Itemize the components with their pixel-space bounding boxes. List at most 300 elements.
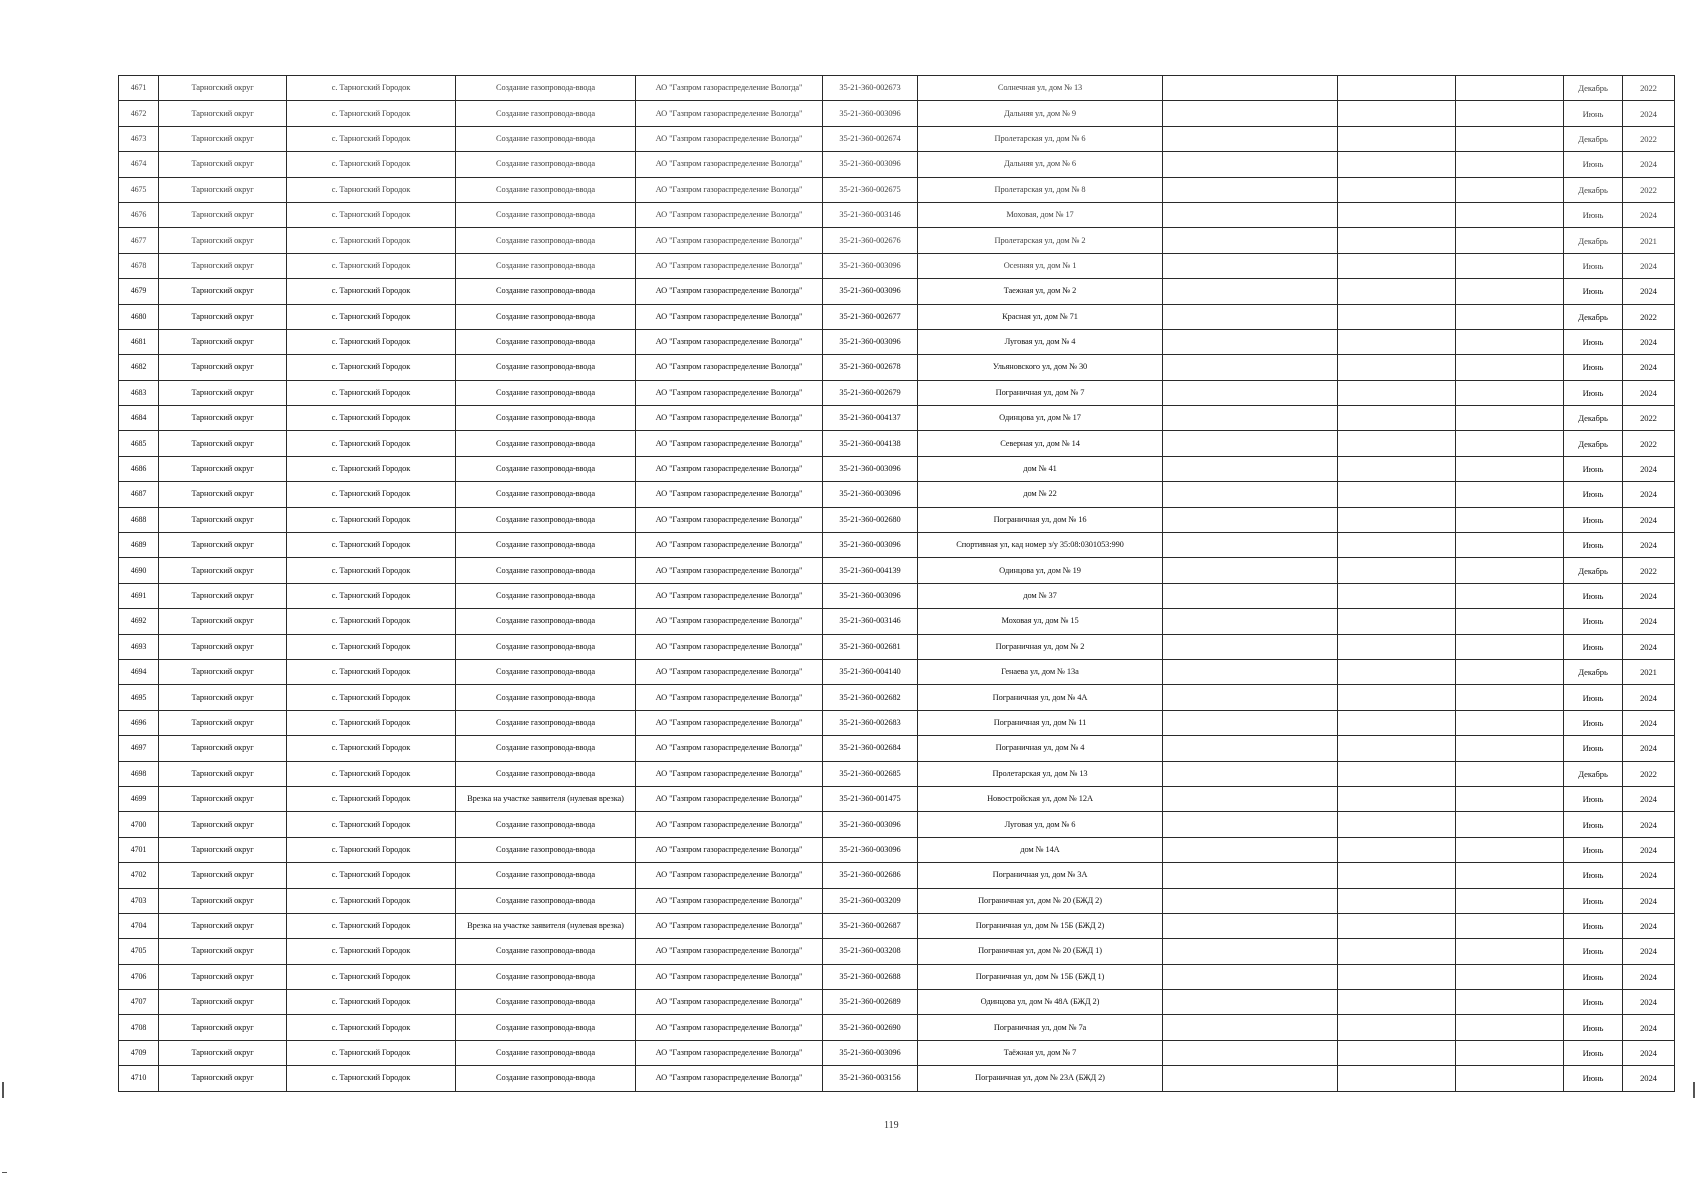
- cell-num: 4707: [119, 990, 159, 1015]
- table-row: [119, 228, 1675, 253]
- cell-empty3: [1456, 863, 1564, 888]
- cell-address: Пограничная ул, дом № 7а: [918, 1015, 1163, 1040]
- cell-empty3: [1456, 710, 1564, 735]
- cell-district: Тарногский округ: [159, 279, 287, 304]
- cell-empty1: [1163, 964, 1338, 989]
- cell-empty2: [1338, 202, 1456, 227]
- table-row: [119, 456, 1675, 481]
- cell-code: 35-21-360-004140: [823, 659, 918, 684]
- cell-num: 4681: [119, 329, 159, 354]
- cell-empty2: [1338, 634, 1456, 659]
- cell-work: Создание газопровода-ввода: [456, 101, 636, 126]
- cell-empty2: [1338, 253, 1456, 278]
- cell-empty2: [1338, 609, 1456, 634]
- cell-address: Пролетарская ул, дом № 6: [918, 126, 1163, 151]
- cell-empty2: [1338, 456, 1456, 481]
- cell-num: 4684: [119, 406, 159, 431]
- cell-month: Июнь: [1564, 1040, 1623, 1065]
- cell-empty3: [1456, 812, 1564, 837]
- cell-address: Пролетарская ул, дом № 13: [918, 761, 1163, 786]
- cell-month: Июнь: [1564, 482, 1623, 507]
- cell-month: Июнь: [1564, 355, 1623, 380]
- cell-year: 2024: [1623, 710, 1675, 735]
- cell-month: Июнь: [1564, 101, 1623, 126]
- cell-settlement: с. Тарногский Городок: [287, 812, 456, 837]
- cell-empty2: [1338, 482, 1456, 507]
- cell-year: 2024: [1623, 507, 1675, 532]
- cell-year: 2024: [1623, 812, 1675, 837]
- cell-work: Создание газопровода-ввода: [456, 177, 636, 202]
- cell-address: Пролетарская ул, дом № 2: [918, 228, 1163, 253]
- cell-settlement: с. Тарногский Городок: [287, 329, 456, 354]
- cell-month: Декабрь: [1564, 558, 1623, 583]
- cell-organization: АО "Газпром газораспределение Вологда": [636, 507, 823, 532]
- cell-settlement: с. Тарногский Городок: [287, 177, 456, 202]
- cell-district: Тарногский округ: [159, 329, 287, 354]
- cell-work: Создание газопровода-ввода: [456, 304, 636, 329]
- cell-num: 4687: [119, 482, 159, 507]
- cell-work: Создание газопровода-ввода: [456, 1015, 636, 1040]
- cell-empty2: [1338, 685, 1456, 710]
- cell-empty1: [1163, 863, 1338, 888]
- cell-work: Создание газопровода-ввода: [456, 710, 636, 735]
- cell-year: 2024: [1623, 634, 1675, 659]
- cell-code: 35-21-360-003156: [823, 1066, 918, 1091]
- cell-district: Тарногский округ: [159, 304, 287, 329]
- cell-organization: АО "Газпром газораспределение Вологда": [636, 964, 823, 989]
- cell-work: Создание газопровода-ввода: [456, 279, 636, 304]
- cell-num: 4694: [119, 659, 159, 684]
- cell-month: Июнь: [1564, 863, 1623, 888]
- cell-num: 4710: [119, 1066, 159, 1091]
- cell-organization: АО "Газпром газораспределение Вологда": [636, 1015, 823, 1040]
- cell-work: Создание газопровода-ввода: [456, 761, 636, 786]
- cell-settlement: с. Тарногский Городок: [287, 863, 456, 888]
- cell-empty1: [1163, 939, 1338, 964]
- cell-organization: АО "Газпром газораспределение Вологда": [636, 659, 823, 684]
- cell-year: 2021: [1623, 228, 1675, 253]
- cell-empty1: [1163, 533, 1338, 558]
- cell-empty2: [1338, 990, 1456, 1015]
- scan-mark-left-low: [2, 1172, 7, 1173]
- cell-code: 35-21-360-002688: [823, 964, 918, 989]
- cell-empty3: [1456, 482, 1564, 507]
- cell-empty2: [1338, 913, 1456, 938]
- cell-empty1: [1163, 710, 1338, 735]
- cell-empty3: [1456, 990, 1564, 1015]
- cell-month: Декабрь: [1564, 659, 1623, 684]
- cell-month: Декабрь: [1564, 304, 1623, 329]
- cell-organization: АО "Газпром газораспределение Вологда": [636, 329, 823, 354]
- cell-empty3: [1456, 583, 1564, 608]
- cell-organization: АО "Газпром газораспределение Вологда": [636, 279, 823, 304]
- cell-empty3: [1456, 659, 1564, 684]
- cell-month: Июнь: [1564, 152, 1623, 177]
- cell-address: Луговая ул, дом № 4: [918, 329, 1163, 354]
- cell-district: Тарногский округ: [159, 736, 287, 761]
- cell-settlement: с. Тарногский Городок: [287, 406, 456, 431]
- cell-month: Июнь: [1564, 253, 1623, 278]
- cell-empty3: [1456, 736, 1564, 761]
- cell-empty2: [1338, 736, 1456, 761]
- cell-year: 2024: [1623, 609, 1675, 634]
- table-row: [119, 76, 1675, 101]
- cell-empty1: [1163, 990, 1338, 1015]
- cell-settlement: с. Тарногский Городок: [287, 126, 456, 151]
- cell-organization: АО "Газпром газораспределение Вологда": [636, 990, 823, 1015]
- cell-district: Тарногский округ: [159, 786, 287, 811]
- cell-settlement: с. Тарногский Городок: [287, 202, 456, 227]
- cell-num: 4691: [119, 583, 159, 608]
- cell-empty1: [1163, 761, 1338, 786]
- cell-empty2: [1338, 304, 1456, 329]
- cell-work: Создание газопровода-ввода: [456, 533, 636, 558]
- table-row: [119, 761, 1675, 786]
- cell-num: 4672: [119, 101, 159, 126]
- cell-address: Таежная ул, дом № 2: [918, 279, 1163, 304]
- cell-work: Создание газопровода-ввода: [456, 863, 636, 888]
- cell-district: Тарногский округ: [159, 583, 287, 608]
- cell-year: 2024: [1623, 355, 1675, 380]
- cell-organization: АО "Газпром газораспределение Вологда": [636, 558, 823, 583]
- cell-empty2: [1338, 583, 1456, 608]
- cell-settlement: с. Тарногский Городок: [287, 507, 456, 532]
- cell-num: 4697: [119, 736, 159, 761]
- cell-num: 4690: [119, 558, 159, 583]
- page-number: 119: [884, 1120, 899, 1131]
- cell-empty3: [1456, 888, 1564, 913]
- cell-district: Тарногский округ: [159, 812, 287, 837]
- table-row: [119, 786, 1675, 811]
- cell-year: 2024: [1623, 990, 1675, 1015]
- cell-settlement: с. Тарногский Городок: [287, 533, 456, 558]
- cell-empty3: [1456, 355, 1564, 380]
- table-row: [119, 1040, 1675, 1065]
- cell-num: 4685: [119, 431, 159, 456]
- cell-year: 2024: [1623, 1040, 1675, 1065]
- cell-organization: АО "Газпром газораспределение Вологда": [636, 609, 823, 634]
- cell-work: Создание газопровода-ввода: [456, 456, 636, 481]
- cell-num: 4671: [119, 76, 159, 101]
- cell-district: Тарногский округ: [159, 609, 287, 634]
- cell-code: 35-21-360-003096: [823, 482, 918, 507]
- cell-work: Создание газопровода-ввода: [456, 406, 636, 431]
- cell-work: Создание газопровода-ввода: [456, 228, 636, 253]
- cell-settlement: с. Тарногский Городок: [287, 583, 456, 608]
- table-row: [119, 101, 1675, 126]
- cell-organization: АО "Газпром газораспределение Вологда": [636, 406, 823, 431]
- cell-district: Тарногский округ: [159, 888, 287, 913]
- cell-empty1: [1163, 329, 1338, 354]
- table-row: [119, 659, 1675, 684]
- cell-code: 35-21-360-003096: [823, 279, 918, 304]
- cell-empty1: [1163, 152, 1338, 177]
- cell-district: Тарногский округ: [159, 558, 287, 583]
- cell-month: Июнь: [1564, 507, 1623, 532]
- cell-year: 2024: [1623, 533, 1675, 558]
- cell-year: 2022: [1623, 177, 1675, 202]
- cell-code: 35-21-360-003096: [823, 152, 918, 177]
- cell-empty1: [1163, 482, 1338, 507]
- cell-district: Тарногский округ: [159, 990, 287, 1015]
- cell-settlement: с. Тарногский Городок: [287, 913, 456, 938]
- cell-organization: АО "Газпром газораспределение Вологда": [636, 533, 823, 558]
- cell-code: 35-21-360-002679: [823, 380, 918, 405]
- cell-settlement: с. Тарногский Городок: [287, 990, 456, 1015]
- table-row: [119, 202, 1675, 227]
- cell-year: 2022: [1623, 431, 1675, 456]
- cell-settlement: с. Тарногский Городок: [287, 431, 456, 456]
- cell-address: Пограничная ул, дом № 23А (БЖД 2): [918, 1066, 1163, 1091]
- cell-empty3: [1456, 152, 1564, 177]
- cell-empty2: [1338, 1040, 1456, 1065]
- cell-work: Создание газопровода-ввода: [456, 736, 636, 761]
- cell-empty3: [1456, 1040, 1564, 1065]
- cell-empty2: [1338, 786, 1456, 811]
- cell-empty2: [1338, 888, 1456, 913]
- cell-settlement: с. Тарногский Городок: [287, 761, 456, 786]
- cell-month: Июнь: [1564, 634, 1623, 659]
- cell-address: Пограничная ул, дом № 20 (БЖД 1): [918, 939, 1163, 964]
- cell-district: Тарногский округ: [159, 710, 287, 735]
- cell-empty3: [1456, 126, 1564, 151]
- cell-settlement: с. Тарногский Городок: [287, 304, 456, 329]
- cell-settlement: с. Тарногский Городок: [287, 101, 456, 126]
- cell-address: Дальняя ул, дом № 9: [918, 101, 1163, 126]
- cell-code: 35-21-360-003209: [823, 888, 918, 913]
- cell-empty2: [1338, 710, 1456, 735]
- cell-address: Пограничная ул, дом № 4А: [918, 685, 1163, 710]
- cell-num: 4679: [119, 279, 159, 304]
- cell-organization: АО "Газпром газораспределение Вологда": [636, 482, 823, 507]
- cell-work: Создание газопровода-ввода: [456, 558, 636, 583]
- cell-district: Тарногский округ: [159, 406, 287, 431]
- cell-year: 2024: [1623, 152, 1675, 177]
- cell-year: 2022: [1623, 126, 1675, 151]
- cell-address: Красная ул, дом № 71: [918, 304, 1163, 329]
- cell-month: Июнь: [1564, 888, 1623, 913]
- cell-empty1: [1163, 76, 1338, 101]
- cell-empty1: [1163, 659, 1338, 684]
- cell-code: 35-21-360-002685: [823, 761, 918, 786]
- cell-address: Генаева ул, дом № 13а: [918, 659, 1163, 684]
- cell-code: 35-21-360-002682: [823, 685, 918, 710]
- table-row: [119, 939, 1675, 964]
- cell-organization: АО "Газпром газораспределение Вологда": [636, 202, 823, 227]
- cell-num: 4699: [119, 786, 159, 811]
- cell-year: 2024: [1623, 1015, 1675, 1040]
- cell-empty1: [1163, 583, 1338, 608]
- cell-year: 2024: [1623, 380, 1675, 405]
- cell-district: Тарногский округ: [159, 228, 287, 253]
- cell-address: Дальняя ул, дом № 6: [918, 152, 1163, 177]
- cell-month: Июнь: [1564, 533, 1623, 558]
- cell-settlement: с. Тарногский Городок: [287, 659, 456, 684]
- cell-organization: АО "Газпром газораспределение Вологда": [636, 888, 823, 913]
- cell-district: Тарногский округ: [159, 1066, 287, 1091]
- cell-empty3: [1456, 634, 1564, 659]
- table-row: [119, 355, 1675, 380]
- cell-empty1: [1163, 279, 1338, 304]
- cell-month: Июнь: [1564, 913, 1623, 938]
- cell-settlement: с. Тарногский Городок: [287, 558, 456, 583]
- cell-code: 35-21-360-002674: [823, 126, 918, 151]
- cell-organization: АО "Газпром газораспределение Вологда": [636, 304, 823, 329]
- cell-year: 2022: [1623, 406, 1675, 431]
- table-row: [119, 533, 1675, 558]
- cell-empty3: [1456, 279, 1564, 304]
- cell-organization: АО "Газпром газораспределение Вологда": [636, 710, 823, 735]
- cell-address: Пограничная ул, дом № 16: [918, 507, 1163, 532]
- cell-address: Таёжная ул, дом № 7: [918, 1040, 1163, 1065]
- cell-address: Спортивная ул, кад номер з/у 35:08:0301053:990: [918, 533, 1163, 558]
- cell-settlement: с. Тарногский Городок: [287, 939, 456, 964]
- cell-work: Создание газопровода-ввода: [456, 659, 636, 684]
- cell-organization: АО "Газпром газораспределение Вологда": [636, 913, 823, 938]
- cell-code: 35-21-360-003096: [823, 253, 918, 278]
- cell-num: 4680: [119, 304, 159, 329]
- cell-year: 2024: [1623, 837, 1675, 862]
- cell-num: 4677: [119, 228, 159, 253]
- cell-empty2: [1338, 964, 1456, 989]
- cell-address: Моховая ул, дом № 15: [918, 609, 1163, 634]
- cell-work: Создание газопровода-ввода: [456, 812, 636, 837]
- cell-district: Тарногский округ: [159, 482, 287, 507]
- cell-address: Пограничная ул, дом № 3А: [918, 863, 1163, 888]
- cell-code: 35-21-360-002673: [823, 76, 918, 101]
- cell-address: Пограничная ул, дом № 4: [918, 736, 1163, 761]
- cell-year: 2024: [1623, 964, 1675, 989]
- cell-code: 35-21-360-001475: [823, 786, 918, 811]
- cell-work: Создание газопровода-ввода: [456, 837, 636, 862]
- cell-organization: АО "Газпром газораспределение Вологда": [636, 152, 823, 177]
- cell-num: 4693: [119, 634, 159, 659]
- cell-month: Декабрь: [1564, 406, 1623, 431]
- cell-code: 35-21-360-002687: [823, 913, 918, 938]
- cell-code: 35-21-360-003146: [823, 609, 918, 634]
- cell-address: Одинцова ул, дом № 17: [918, 406, 1163, 431]
- cell-settlement: с. Тарногский Городок: [287, 456, 456, 481]
- cell-district: Тарногский округ: [159, 355, 287, 380]
- cell-address: Пограничная ул, дом № 15Б (БЖД 2): [918, 913, 1163, 938]
- cell-year: 2024: [1623, 939, 1675, 964]
- cell-num: 4683: [119, 380, 159, 405]
- cell-settlement: с. Тарногский Городок: [287, 837, 456, 862]
- cell-code: 35-21-360-002676: [823, 228, 918, 253]
- cell-year: 2024: [1623, 736, 1675, 761]
- cell-organization: АО "Газпром газораспределение Вологда": [636, 228, 823, 253]
- cell-organization: АО "Газпром газораспределение Вологда": [636, 761, 823, 786]
- cell-work: Врезка на участке заявителя (нулевая врезка): [456, 786, 636, 811]
- cell-settlement: с. Тарногский Городок: [287, 380, 456, 405]
- cell-empty2: [1338, 380, 1456, 405]
- cell-year: 2022: [1623, 76, 1675, 101]
- cell-year: 2022: [1623, 558, 1675, 583]
- table-row: [119, 431, 1675, 456]
- cell-year: 2024: [1623, 202, 1675, 227]
- cell-district: Тарногский округ: [159, 101, 287, 126]
- cell-organization: АО "Газпром газораспределение Вологда": [636, 685, 823, 710]
- cell-settlement: с. Тарногский Городок: [287, 253, 456, 278]
- cell-num: 4695: [119, 685, 159, 710]
- cell-month: Декабрь: [1564, 177, 1623, 202]
- cell-empty3: [1456, 1015, 1564, 1040]
- cell-empty3: [1456, 786, 1564, 811]
- cell-month: Июнь: [1564, 939, 1623, 964]
- table-row: [119, 304, 1675, 329]
- cell-code: 35-21-360-002681: [823, 634, 918, 659]
- cell-num: 4675: [119, 177, 159, 202]
- scan-mark-left: [2, 1082, 4, 1098]
- cell-work: Создание газопровода-ввода: [456, 507, 636, 532]
- cell-district: Тарногский округ: [159, 533, 287, 558]
- cell-address: Пограничная ул, дом № 2: [918, 634, 1163, 659]
- cell-empty1: [1163, 304, 1338, 329]
- cell-organization: АО "Газпром газораспределение Вологда": [636, 634, 823, 659]
- table-row: [119, 710, 1675, 735]
- cell-settlement: с. Тарногский Городок: [287, 1040, 456, 1065]
- cell-code: 35-21-360-002684: [823, 736, 918, 761]
- cell-code: 35-21-360-003096: [823, 533, 918, 558]
- table-row: [119, 736, 1675, 761]
- cell-empty2: [1338, 431, 1456, 456]
- cell-code: 35-21-360-002675: [823, 177, 918, 202]
- table-body: [119, 76, 1675, 1092]
- cell-work: Создание газопровода-ввода: [456, 1066, 636, 1091]
- cell-organization: АО "Газпром газораспределение Вологда": [636, 812, 823, 837]
- cell-num: 4703: [119, 888, 159, 913]
- cell-address: Ульяновского ул, дом № 30: [918, 355, 1163, 380]
- table-row: [119, 837, 1675, 862]
- cell-empty1: [1163, 736, 1338, 761]
- cell-year: 2024: [1623, 329, 1675, 354]
- cell-district: Тарногский округ: [159, 659, 287, 684]
- cell-empty2: [1338, 406, 1456, 431]
- cell-code: 35-21-360-004139: [823, 558, 918, 583]
- cell-month: Июнь: [1564, 583, 1623, 608]
- cell-code: 35-21-360-003096: [823, 812, 918, 837]
- table-row: [119, 863, 1675, 888]
- cell-address: Моховая, дом № 17: [918, 202, 1163, 227]
- cell-district: Тарногский округ: [159, 964, 287, 989]
- cell-year: 2024: [1623, 863, 1675, 888]
- cell-empty1: [1163, 380, 1338, 405]
- cell-month: Июнь: [1564, 736, 1623, 761]
- cell-empty1: [1163, 786, 1338, 811]
- table-row: [119, 964, 1675, 989]
- cell-empty3: [1456, 431, 1564, 456]
- cell-settlement: с. Тарногский Городок: [287, 228, 456, 253]
- cell-organization: АО "Газпром газораспределение Вологда": [636, 863, 823, 888]
- cell-empty1: [1163, 1066, 1338, 1091]
- cell-empty2: [1338, 558, 1456, 583]
- cell-code: 35-21-360-002677: [823, 304, 918, 329]
- cell-settlement: с. Тарногский Городок: [287, 152, 456, 177]
- cell-empty1: [1163, 1015, 1338, 1040]
- table-row: [119, 253, 1675, 278]
- cell-organization: АО "Газпром газораспределение Вологда": [636, 126, 823, 151]
- cell-work: Создание газопровода-ввода: [456, 609, 636, 634]
- cell-year: 2022: [1623, 761, 1675, 786]
- cell-num: 4696: [119, 710, 159, 735]
- cell-num: 4701: [119, 837, 159, 862]
- cell-num: 4709: [119, 1040, 159, 1065]
- cell-month: Июнь: [1564, 812, 1623, 837]
- cell-num: 4686: [119, 456, 159, 481]
- cell-year: 2024: [1623, 253, 1675, 278]
- cell-num: 4708: [119, 1015, 159, 1040]
- cell-empty3: [1456, 101, 1564, 126]
